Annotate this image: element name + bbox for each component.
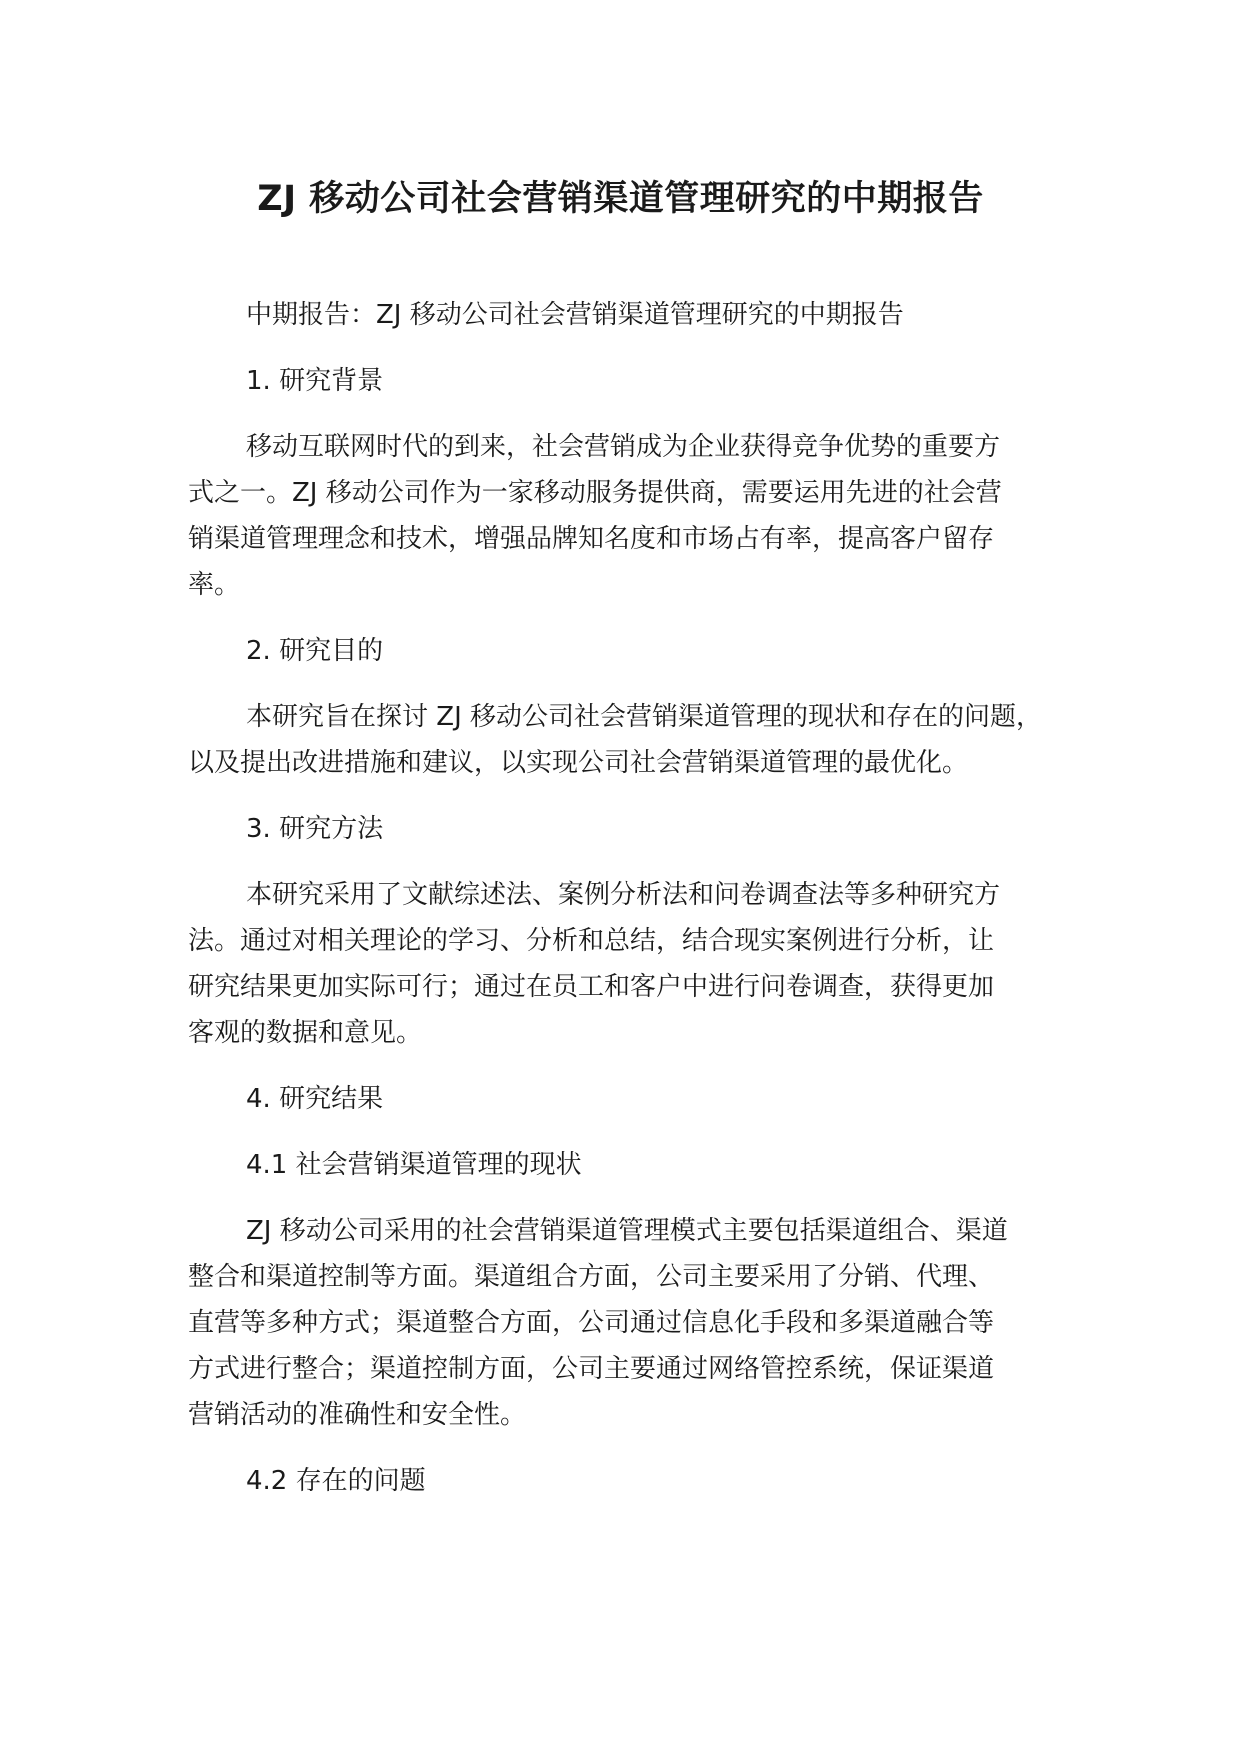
- paragraph-line: 方式进行整合；渠道控制方面，公司主要通过网络管控系统，保证渠道: [188, 1354, 995, 1384]
- paragraph-line: 本研究旨在探讨 ZJ 移动公司社会营销渠道管理的现状和存在的问题，: [246, 702, 1043, 732]
- section-heading-results: 4. 研究结果: [246, 1084, 384, 1114]
- subsection-heading-problems: 4.2 存在的问题: [246, 1466, 426, 1496]
- paragraph-line: 率。: [188, 570, 241, 600]
- section-heading-purpose: 2. 研究目的: [246, 636, 384, 666]
- paragraph-line: 本研究采用了文献综述法、案例分析法和问卷调查法等多种研究方: [246, 880, 1001, 910]
- document-body: [188, 292, 1088, 1504]
- intro-paragraph: 中期报告：ZJ 移动公司社会营销渠道管理研究的中期报告: [246, 300, 904, 330]
- paragraph-line: 销渠道管理理念和技术，增强品牌知名度和市场占有率，提高客户留存: [188, 524, 995, 554]
- paragraph-line: ZJ 移动公司采用的社会营销渠道管理模式主要包括渠道组合、渠道: [246, 1216, 1008, 1246]
- paragraph-status: [188, 1208, 1088, 1438]
- paragraph-background: [188, 424, 1088, 608]
- section-heading-method: 3. 研究方法: [246, 814, 384, 844]
- paragraph-line: 移动互联网时代的到来，社会营销成为企业获得竞争优势的重要方: [246, 432, 1001, 462]
- document-title: ZJ 移动公司社会营销渠道管理研究的中期报告: [257, 179, 984, 219]
- paragraph-method: [188, 872, 1088, 1056]
- paragraph-purpose: [188, 694, 1088, 786]
- section-heading-background: 1. 研究背景: [246, 366, 384, 396]
- paragraph-line: 法。通过对相关理论的学习、分析和总结，结合现实案例进行分析，让: [188, 926, 995, 956]
- paragraph-line: 直营等多种方式；渠道整合方面，公司通过信息化手段和多渠道融合等: [188, 1308, 995, 1338]
- paragraph-line: 整合和渠道控制等方面。渠道组合方面，公司主要采用了分销、代理、: [188, 1262, 995, 1292]
- paragraph-line: 营销活动的准确性和安全性。: [188, 1400, 527, 1430]
- paragraph-line: 式之一。ZJ 移动公司作为一家移动服务提供商，需要运用先进的社会营: [188, 478, 1002, 508]
- paragraph-line: 研究结果更加实际可行；通过在员工和客户中进行问卷调查，获得更加: [188, 972, 995, 1002]
- paragraph-line: 客观的数据和意见。: [188, 1018, 423, 1048]
- paragraph-line: 以及提出改进措施和建议，以实现公司社会营销渠道管理的最优化。: [188, 748, 969, 778]
- subsection-heading-status: 4.1 社会营销渠道管理的现状: [246, 1150, 582, 1180]
